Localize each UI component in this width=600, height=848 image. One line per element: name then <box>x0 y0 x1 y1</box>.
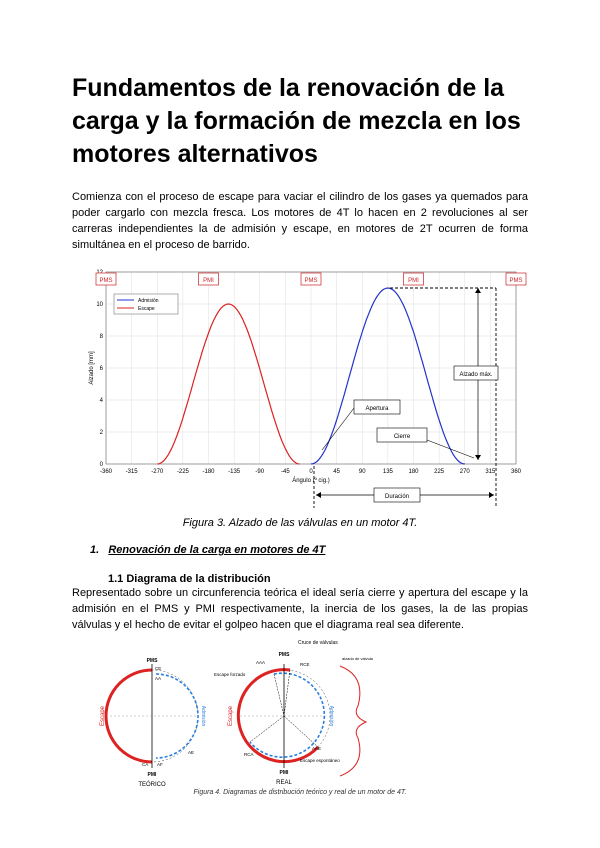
escape-curve <box>157 304 299 464</box>
y-ticks <box>96 270 103 468</box>
page-title: Fundamentos de la renovación de la carga y la formación de mezcla en los motores alternativos <box>72 74 521 168</box>
x-tick-label: 135 <box>382 469 393 475</box>
real-escape-forzado: Escape forzado <box>214 672 246 677</box>
x-tick-label: 0 <box>309 469 313 475</box>
intro-paragraph: Comienza con el proceso de escape para vaciar el cilindro de los gases ya quemados para poder cargarlo con mezcla fresca. Los motores de 4T lo hacen en 2 revoluciones al ser carreras independientes la de admisión y escape, en motores de 2T ocurren de forma simultánea en el proceso de barrido. <box>72 191 528 251</box>
real-rce: RCE <box>300 662 310 667</box>
distribution-paragraph: Representado sobre un circunferencia teórica el ideal sería cierre y apertura del escape y la admisión en el PMS y PMI respectivamente, la inercia de los gases, la de las propias válvulas y el hecho de evitar el golpeo hacen que el diagrama real sea diferente. <box>72 587 528 631</box>
theoretical-diagram <box>100 658 206 788</box>
annotation-apertura: Apertura <box>365 406 389 412</box>
x-tick-label: 90 <box>358 469 366 475</box>
top-label: PMI <box>408 278 419 284</box>
x-tick-label: 180 <box>408 469 419 475</box>
real-pmi: PMI <box>279 770 289 776</box>
x-tick-label: 45 <box>333 469 340 475</box>
real-pms: PMS <box>278 652 290 658</box>
real-cruce: Cruce de válvulas <box>298 640 338 646</box>
annotations <box>314 288 498 508</box>
teorico-pms: PMS <box>146 658 158 664</box>
brace-note: alzado de válvula <box>342 656 373 661</box>
top-labels <box>96 273 526 285</box>
section-title: Renovación de la carga en motores de 4T <box>108 544 326 556</box>
valve-lift-brace <box>340 666 366 776</box>
top-label: PMI <box>203 278 214 284</box>
figure-4-caption: Figura 4. Diagramas de distribución teórico y real de un motor de 4T. <box>193 789 407 796</box>
x-tick-label: -225 <box>176 469 189 475</box>
y-tick-label: 10 <box>96 302 103 308</box>
top-label: PMS <box>304 278 318 284</box>
x-tick-label: -180 <box>202 469 215 475</box>
legend <box>114 294 178 314</box>
teorico-escape: Escape <box>100 705 106 727</box>
teorico-ae: AE <box>188 750 195 755</box>
theoretical-escape-arc <box>106 670 152 762</box>
x-ticks <box>100 469 522 475</box>
real-diagram <box>214 640 374 786</box>
teorico-ce: CE <box>155 666 162 671</box>
teorico-admision: Admisión <box>200 705 206 727</box>
x-tick-label: 360 <box>510 469 522 475</box>
y-tick-label: 8 <box>99 334 103 340</box>
real-aae: AAE <box>312 746 322 751</box>
annotation-cierre: Cierre <box>393 434 411 440</box>
x-tick-label: 315 <box>485 469 496 475</box>
real-label: REAL <box>276 780 292 786</box>
x-tick-label: -45 <box>281 469 290 475</box>
legend-admision: Admisión <box>138 298 159 304</box>
real-escape-espontaneo: Escape espontáneo <box>300 758 340 763</box>
real-escape: Escape <box>228 705 234 727</box>
valve-lift-chart <box>90 268 530 513</box>
subsection-heading: 1.1 Diagrama de la distribución <box>108 573 271 585</box>
x-tick-label: -270 <box>151 469 164 475</box>
legend-escape: Escape <box>138 306 155 312</box>
x-tick-label: 225 <box>434 469 445 475</box>
real-admision-arc <box>250 673 324 757</box>
x-tick-label: 270 <box>459 469 470 475</box>
x-tick-label: -315 <box>125 469 138 475</box>
teorico-ca: CA <box>142 762 149 767</box>
y-axis-label: Alzado [mm] <box>89 351 95 385</box>
x-axis-label: Ángulo (º cig.) <box>292 478 330 484</box>
top-label: PMS <box>509 278 523 284</box>
teorico-aa: AA <box>155 676 162 681</box>
real-rca: RCA <box>244 752 254 757</box>
top-label: PMS <box>99 278 113 284</box>
x-tick-label: -90 <box>255 469 265 475</box>
real-admision: Admisión <box>328 705 334 727</box>
real-aaa: AAA <box>256 660 266 665</box>
x-tick-label: -360 <box>99 469 113 475</box>
y-tick-label: 4 <box>99 398 103 404</box>
teorico-pmi: PMI <box>147 772 157 778</box>
section-heading <box>90 544 325 556</box>
annotation-duracion: Duración <box>384 494 410 500</box>
section-number: 1. <box>90 544 100 556</box>
annotation-alzado-max: Alzado máx. <box>459 372 493 378</box>
y-tick-label: 6 <box>99 366 103 372</box>
real-escape-arc <box>238 670 318 762</box>
teorico-af: AF <box>157 762 163 767</box>
y-tick-label: 0 <box>99 462 103 468</box>
x-tick-label: -135 <box>228 469 241 475</box>
teorico-label: TEÓRICO <box>138 782 166 788</box>
y-tick-label: 2 <box>99 430 103 436</box>
distribution-diagrams <box>100 636 384 788</box>
figure-3-caption: Figura 3. Alzado de las válvulas en un motor 4T. <box>182 517 418 529</box>
